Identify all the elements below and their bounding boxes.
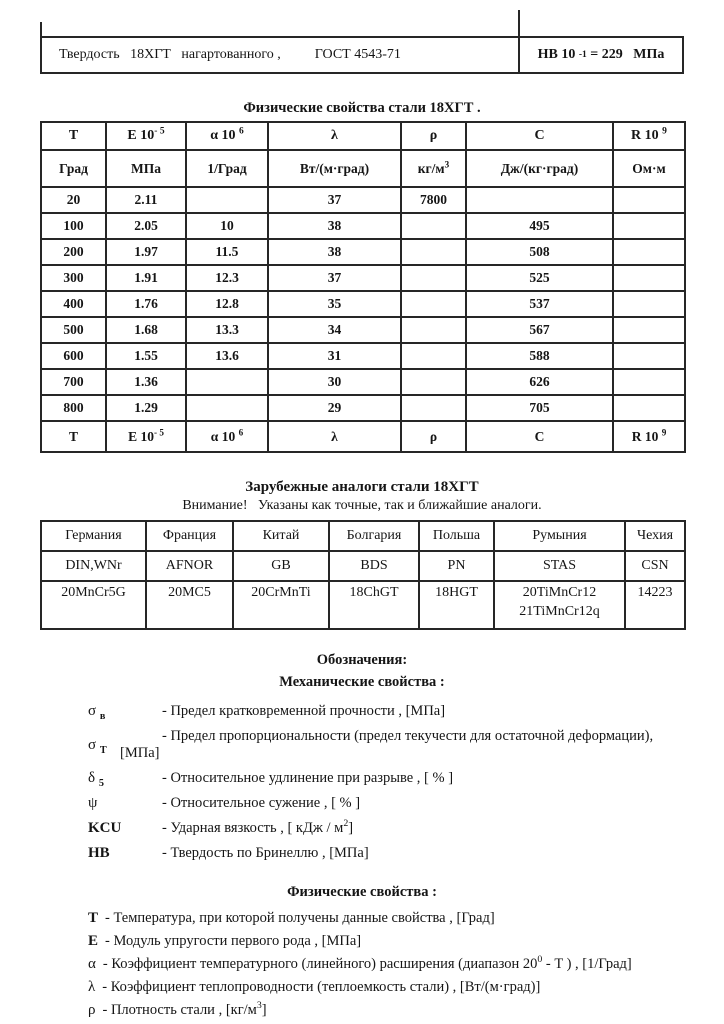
phys-data-cell: 525 xyxy=(466,265,613,291)
country-cell: Болгария xyxy=(329,521,419,551)
property-description: - Температура, при которой получены данные свойства , [Град] xyxy=(105,910,495,926)
grade-cell: 20MnCr5G xyxy=(41,581,146,629)
phys-footer-cell: ρ xyxy=(401,421,466,452)
phys-data-cell xyxy=(401,369,466,395)
phys-data-cell: 38 xyxy=(268,239,401,265)
phys-data-cell xyxy=(613,213,685,239)
country-cell: Франция xyxy=(146,521,233,551)
phys-data-cell: 1.68 xyxy=(106,317,186,343)
analogs-note: Внимание! Указаны как точные, так и ближайшие аналоги. xyxy=(182,498,542,513)
phys-property-item xyxy=(88,999,724,1022)
phys-data-row xyxy=(41,395,685,421)
phys-header-row xyxy=(41,122,685,150)
phys-data-cell: 38 xyxy=(268,213,401,239)
mech-props-list xyxy=(0,699,724,866)
hardness-row xyxy=(40,36,684,74)
phys-data-cell: 600 xyxy=(41,343,106,369)
phys-data-row xyxy=(41,317,685,343)
phys-data-cell: 1.76 xyxy=(106,291,186,317)
grade-cell: 18ChGT xyxy=(329,581,419,629)
phys-data-cell: 35 xyxy=(268,291,401,317)
phys-data-cell xyxy=(401,395,466,421)
property-description: - Коэффициент температурного (линейного) расширения (диапазон $20^0$ - T ) , [1/Град] xyxy=(102,954,632,972)
hardness-label: Твердость 18ХГТ нагартованного , xyxy=(59,47,281,62)
property-symbol: λ xyxy=(88,979,96,995)
phys-data-cell: 37 xyxy=(268,187,401,213)
phys-footer-cell: C xyxy=(466,421,613,452)
property-symbol: σ $_в$ xyxy=(88,703,106,722)
phys-data-cell: 13.3 xyxy=(186,317,268,343)
standard-cell: DIN,WNr xyxy=(41,551,146,581)
phys-data-cell: 588 xyxy=(466,343,613,369)
standard-cell: CSN xyxy=(625,551,685,581)
hardness-left-cell xyxy=(42,38,518,72)
phys-data-cell: 100 xyxy=(41,213,106,239)
phys-data-cell: 11.5 xyxy=(186,239,268,265)
mech-props-title: Механические свойства : xyxy=(279,674,445,690)
phys-footer-cell: λ xyxy=(268,421,401,452)
property-symbol: δ $_5$ xyxy=(88,770,104,789)
country-cell: Румыния xyxy=(494,521,625,551)
country-cell: Польша xyxy=(419,521,494,551)
country-cell: Чехия xyxy=(625,521,685,551)
phys-data-cell xyxy=(613,395,685,421)
phys-data-cell xyxy=(401,265,466,291)
standard-cell: AFNOR xyxy=(146,551,233,581)
phys-footer-cell: α 10 $^6$ xyxy=(186,421,268,452)
phys-data-cell xyxy=(186,369,268,395)
property-description: - Твердость по Бринеллю , [МПа] xyxy=(162,845,369,861)
analogs-country-row xyxy=(41,521,685,551)
phys-data-cell: 37 xyxy=(268,265,401,291)
property-symbol: E xyxy=(88,933,99,949)
table-continuation-stub-left xyxy=(40,22,42,36)
phys-unit-cell: Дж/(кг·град) xyxy=(466,150,613,187)
phys-footer-cell: T xyxy=(41,421,106,452)
phys-data-cell xyxy=(401,343,466,369)
phys-data-cell xyxy=(401,317,466,343)
property-description: - Модуль упругости первого рода , [МПа] xyxy=(105,933,362,949)
phys-header-cell: α 10 $^6$ xyxy=(186,122,268,150)
analogs-title: Зарубежные аналоги стали 18ХГТ xyxy=(245,479,479,495)
phys-data-cell xyxy=(466,187,613,213)
phys-data-row xyxy=(41,265,685,291)
phys-data-cell: 20 xyxy=(41,187,106,213)
property-symbol: ψ xyxy=(88,795,98,811)
phys-data-cell: 7800 xyxy=(401,187,466,213)
phys-unit-cell: 1/Град xyxy=(186,150,268,187)
phys-props-list xyxy=(0,907,724,1022)
phys-unit-cell: МПа xyxy=(106,150,186,187)
hardness-table-fragment xyxy=(40,36,684,74)
phys-data-cell xyxy=(401,239,466,265)
mech-property-item xyxy=(88,724,724,766)
mech-property-item xyxy=(88,791,724,816)
standard-cell: PN xyxy=(419,551,494,581)
phys-data-cell xyxy=(186,187,268,213)
phys-data-cell xyxy=(401,291,466,317)
hardness-value: НВ 10 -1 = 229 МПа xyxy=(518,38,682,72)
mech-property-item xyxy=(88,841,724,866)
phys-footer-cell: R 10 $^9$ xyxy=(613,421,685,452)
phys-props-table xyxy=(40,121,686,453)
mech-property-item xyxy=(88,816,724,841)
phys-data-cell: 200 xyxy=(41,239,106,265)
phys-data-cell: 537 xyxy=(466,291,613,317)
phys-data-row xyxy=(41,343,685,369)
phys-header-cell: R 10 $^9$ xyxy=(613,122,685,150)
phys-property-item xyxy=(88,930,724,953)
phys-data-cell: 2.11 xyxy=(106,187,186,213)
phys-data-cell: 30 xyxy=(268,369,401,395)
phys-data-cell: 31 xyxy=(268,343,401,369)
phys-data-cell xyxy=(613,265,685,291)
phys-unit-cell: $кг/м^3$ xyxy=(401,150,466,187)
gost-standard-label: ГОСТ 4543-71 xyxy=(314,47,401,62)
grade-cell: 20CrMnTi xyxy=(233,581,329,629)
phys-data-cell: 1.91 xyxy=(106,265,186,291)
legend-title: Обозначения: xyxy=(316,652,408,668)
phys-data-cell: 626 xyxy=(466,369,613,395)
phys-header-cell: λ xyxy=(268,122,401,150)
standard-cell: BDS xyxy=(329,551,419,581)
phys-data-cell xyxy=(613,317,685,343)
table-continuation-stub-mid xyxy=(518,10,520,36)
phys-header-cell: T xyxy=(41,122,106,150)
phys-data-cell: 1.55 xyxy=(106,343,186,369)
analogs-standard-row xyxy=(41,551,685,581)
phys-table-title: Физические свойства стали 18ХГТ . xyxy=(243,100,481,116)
phys-data-row xyxy=(41,369,685,395)
phys-data-cell: 10 xyxy=(186,213,268,239)
property-description: - Коэффициент теплопроводности (теплоемкость стали) , [Вт/(м·град)] xyxy=(102,979,541,995)
property-symbol: T xyxy=(88,910,99,926)
country-cell: Китай xyxy=(233,521,329,551)
property-symbol: α xyxy=(88,956,96,972)
property-description: - Ударная вязкость , [ кДж / $м^2$] xyxy=(162,818,354,836)
grade-cell: 20TiMnCr12 21TiMnCr12q xyxy=(494,581,625,629)
phys-header-cell: E $10^{- 5}$ xyxy=(106,122,186,150)
phys-data-cell xyxy=(401,213,466,239)
analogs-grade-row xyxy=(41,581,685,629)
standard-cell: GB xyxy=(233,551,329,581)
phys-data-cell: 1.97 xyxy=(106,239,186,265)
phys-data-cell: 1.36 xyxy=(106,369,186,395)
phys-data-cell xyxy=(613,239,685,265)
phys-data-cell: 508 xyxy=(466,239,613,265)
phys-data-cell: 705 xyxy=(466,395,613,421)
phys-data-cell: 500 xyxy=(41,317,106,343)
phys-unit-cell: Град xyxy=(41,150,106,187)
phys-data-cell: 700 xyxy=(41,369,106,395)
property-symbol: KCU xyxy=(88,820,122,836)
phys-property-item xyxy=(88,953,724,976)
country-cell: Германия xyxy=(41,521,146,551)
phys-data-cell: 34 xyxy=(268,317,401,343)
grade-cell: 14223 xyxy=(625,581,685,629)
phys-property-item xyxy=(88,907,724,930)
phys-data-cell: 400 xyxy=(41,291,106,317)
property-description: - Плотность стали , $[кг/м^3]$ xyxy=(102,1000,267,1018)
phys-footer-row xyxy=(41,421,685,452)
phys-data-cell xyxy=(613,369,685,395)
phys-data-row xyxy=(41,187,685,213)
phys-footer-cell: E $10^{- 5}$ xyxy=(106,421,186,452)
standard-cell: STAS xyxy=(494,551,625,581)
phys-data-cell: 12.3 xyxy=(186,265,268,291)
property-description: - Предел кратковременной прочности , [МПа] xyxy=(162,703,446,719)
phys-data-cell: 2.05 xyxy=(106,213,186,239)
phys-data-row xyxy=(41,291,685,317)
phys-data-cell xyxy=(186,395,268,421)
phys-data-row xyxy=(41,239,685,265)
phys-data-cell: 300 xyxy=(41,265,106,291)
phys-unit-cell: Вт/(м·град) xyxy=(268,150,401,187)
phys-data-cell: 567 xyxy=(466,317,613,343)
phys-data-cell xyxy=(613,187,685,213)
property-symbol: НВ xyxy=(88,845,110,861)
phys-data-cell: 495 xyxy=(466,213,613,239)
phys-units-row xyxy=(41,150,685,187)
grade-cell: 20MC5 xyxy=(146,581,233,629)
phys-header-cell: ρ xyxy=(401,122,466,150)
property-description: - Относительное сужение , [ % ] xyxy=(162,795,361,811)
phys-unit-cell: Ом·м xyxy=(613,150,685,187)
property-description: - Относительное удлинение при разрыве , [ % ] xyxy=(162,770,454,786)
phys-property-item xyxy=(88,976,724,999)
phys-props-title: Физические свойства : xyxy=(287,884,437,900)
phys-data-cell: 800 xyxy=(41,395,106,421)
phys-header-cell: C xyxy=(466,122,613,150)
phys-data-row xyxy=(41,213,685,239)
phys-data-cell: 13.6 xyxy=(186,343,268,369)
analogs-table xyxy=(40,520,686,630)
phys-data-cell xyxy=(613,291,685,317)
property-symbol: ρ xyxy=(88,1002,96,1018)
property-description: - Предел пропорциональности (предел текучести для остаточной деформации), [МПа] xyxy=(120,728,654,761)
phys-data-cell: 12.8 xyxy=(186,291,268,317)
grade-cell: 18HGT xyxy=(419,581,494,629)
phys-data-cell: 29 xyxy=(268,395,401,421)
mech-property-item xyxy=(88,699,724,724)
phys-data-cell: 1.29 xyxy=(106,395,186,421)
phys-data-cell xyxy=(613,343,685,369)
mech-property-item xyxy=(88,766,724,791)
property-symbol: σ $_Т$ xyxy=(88,736,107,756)
